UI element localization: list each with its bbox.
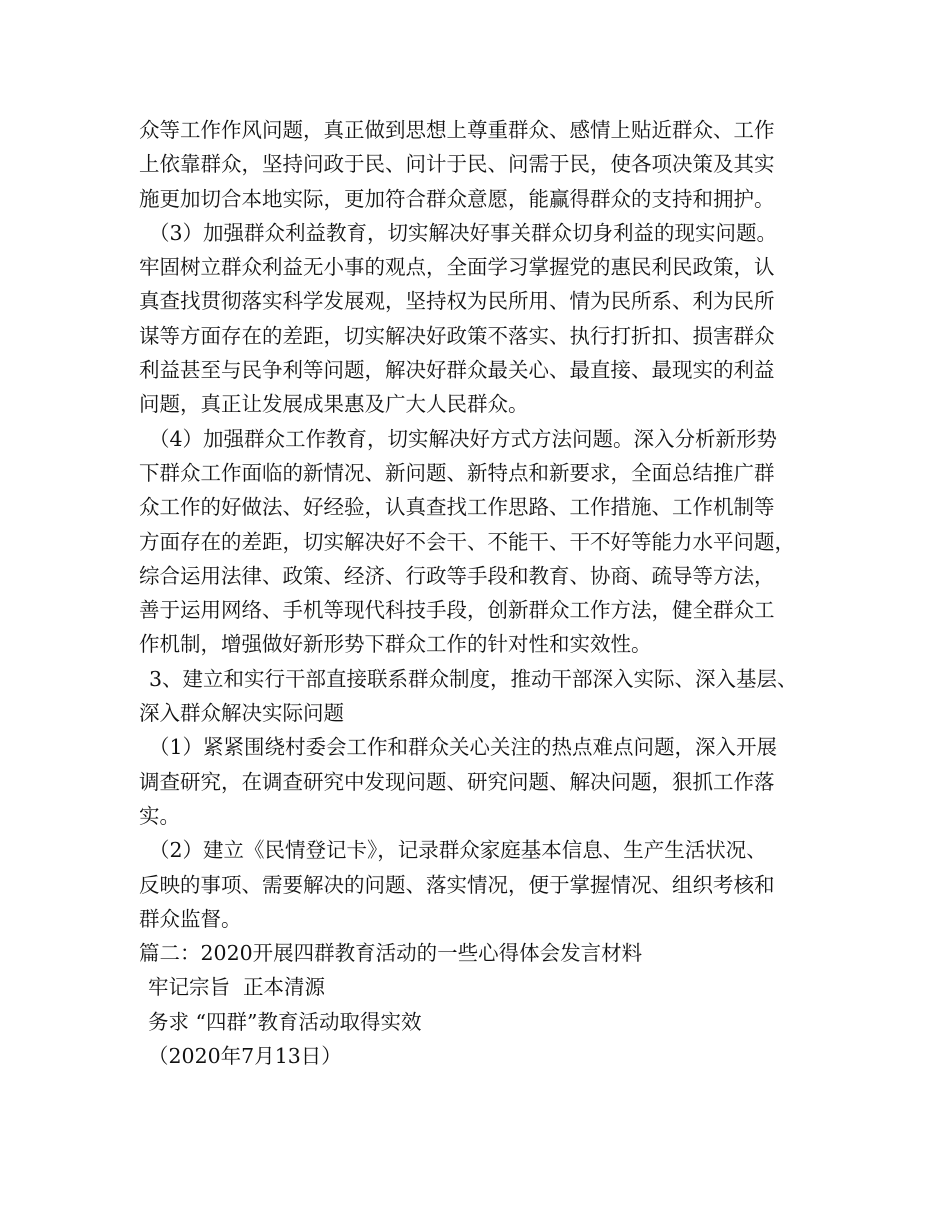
text-line: 众工作的好做法、好经验，认真查找工作思路、工作措施、工作机制等 — [139, 495, 775, 520]
text-line: 反映的事项、需要解决的问题、落实情况，便于掌握情况、组织考核和 — [139, 872, 775, 897]
text-line: 施更加切合本地实际，更加符合群众意愿，能赢得群众的支持和拥护。 — [139, 186, 775, 211]
text-line: 牢固树立群众利益无小事的观点，全面学习掌握党的惠民利民政策，认 — [139, 255, 775, 280]
text-line: 作机制，增强做好新形势下群众工作的针对性和实效性。 — [139, 632, 652, 657]
text-line: 上依靠群众，坚持问政于民、问计于民、问需于民，使各项决策及其实 — [139, 152, 775, 177]
text-line: 问题，真正让发展成果惠及广大人民群众。 — [139, 392, 529, 417]
text-line: 综合运用法律、政策、经济、行政等手段和教育、协商、疏导等方法， — [139, 563, 775, 588]
text-line: 实。 — [139, 803, 180, 828]
speech-date: （2020年7月13日） — [148, 1044, 342, 1069]
text-line: 下群众工作面临的新情况、新问题、新特点和新要求，全面总结推广群 — [139, 460, 775, 485]
chapter-title: 篇二：2020开展四群教育活动的一些心得体会发言材料 — [139, 941, 643, 966]
text-line: 善于运用网络、手机等现代科技手段，创新群众工作方法，健全群众工 — [139, 598, 775, 623]
text-line: 群众监督。 — [139, 906, 242, 931]
text-line: 调查研究，在调查研究中发现问题、研究问题、解决问题，狠抓工作落 — [139, 769, 775, 794]
text-line: 方面存在的差距，切实解决好不会干、不能干、干不好等能力水平问题， — [139, 529, 795, 554]
text-line: 利益甚至与民争利等问题，解决好群众最关心、最直接、最现实的利益 — [139, 358, 775, 383]
document-body — [139, 113, 839, 1073]
text-line: （2）建立《民情登记卡》，记录群众家庭基本信息、生产生活状况、 — [149, 838, 767, 863]
section-heading-line: 深入群众解决实际问题 — [139, 701, 344, 726]
text-line: 谋等方面存在的差距，切实解决好政策不落实、执行打折扣、损害群众 — [139, 323, 775, 348]
text-line: （4）加强群众工作教育，切实解决好方式方法问题。深入分析新形势 — [149, 426, 778, 451]
text-line: 众等工作作风问题，真正做到思想上尊重群众、感情上贴近群众、工作 — [139, 118, 775, 142]
text-line: （1）紧紧围绕村委会工作和群众关心关注的热点难点问题，深入开展 — [149, 735, 778, 760]
text-line: （3）加强群众利益教育，切实解决好事关群众切身利益的现实问题。 — [149, 220, 778, 245]
speech-subtitle: 务求 “四群”教育活动取得实效 — [148, 1009, 422, 1034]
section-heading-line: 3、建立和实行干部直接联系群众制度，推动干部深入实际、深入基层、 — [149, 666, 798, 691]
text-line: 真查找贯彻落实科学发展观，坚持权为民所用、情为民所系、利为民所 — [139, 289, 775, 314]
speech-title: 牢记宗旨 正本清源 — [148, 975, 326, 1000]
